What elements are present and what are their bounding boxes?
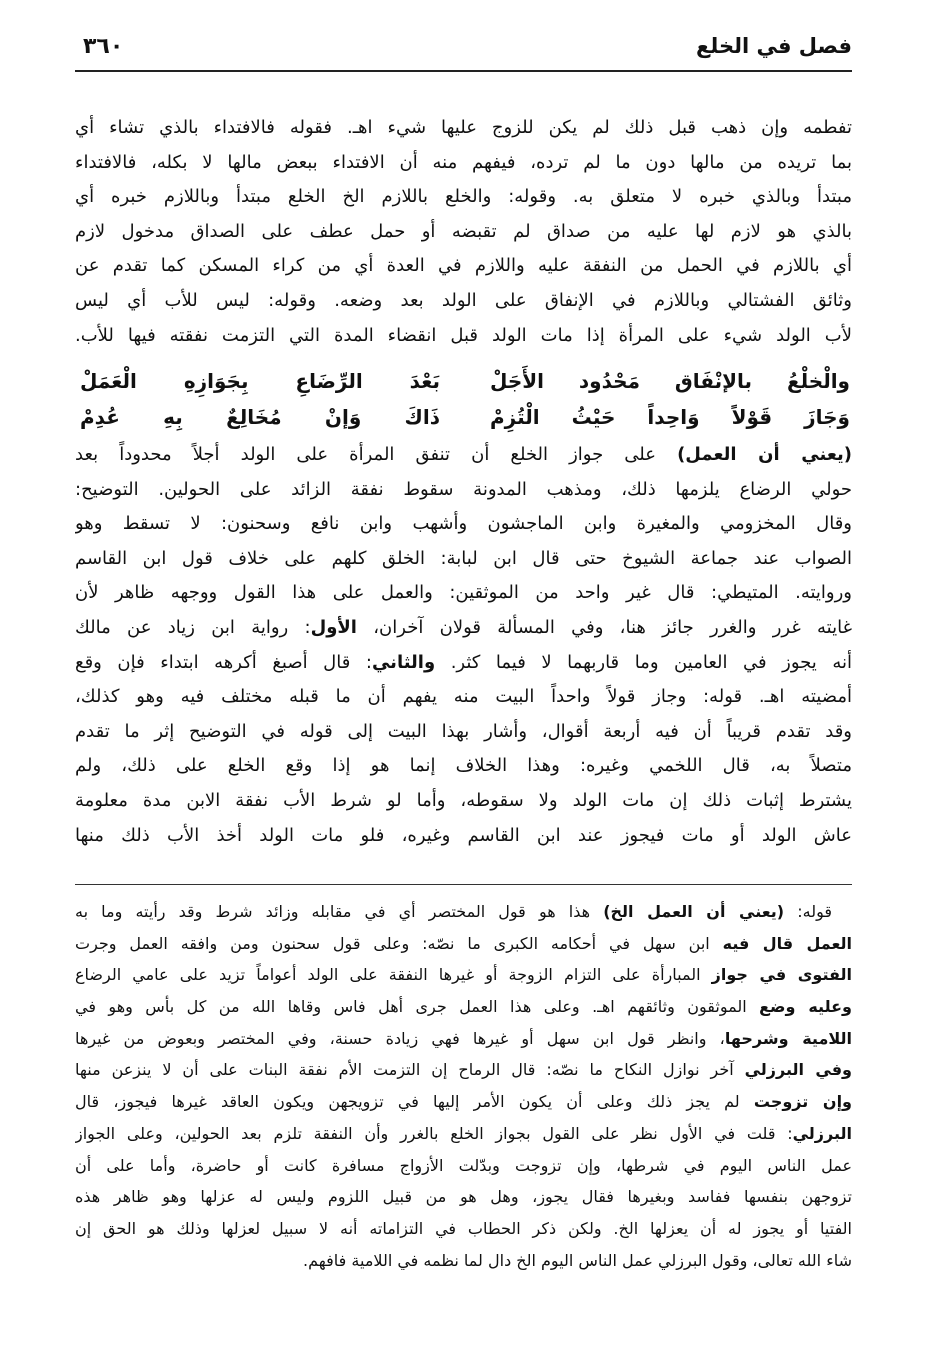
text-segment: هذا هو قول المختصر أي في مقابله وزائد شرط وقد رأيته وما به <box>75 902 604 921</box>
lemma: (يعني أن العمل) <box>677 444 852 465</box>
text-line <box>75 438 852 473</box>
verse-hemistich-first: والْخلْعُ بالإنْفَاق مَحْدُود الأَجَلْ <box>490 369 850 393</box>
text-line: حولي الرضاع يلزمها ذلك، ومذهب المدونة سقوط نفقة الزائد على الحولين. التوضيح: <box>75 478 852 500</box>
bold-term: الأول <box>310 616 357 638</box>
text-line: يشترط إثبات ذلك إن مات الولد ولا سقوطه، وأما لو شرط الأب نفقة الابن مدة معلومة <box>75 789 852 811</box>
text-segment: على جواز الخلع أن تنفق المرأة على الولد أجلاً محدوداً بعد <box>75 444 678 465</box>
text-segment: لم يجز ذلك وعلى أن يكون الأمر إليها في تزويجهن ويكون العاقد غيرها فيجوز، قال <box>75 1092 754 1112</box>
text-segment: قوله: <box>784 902 833 921</box>
verse-hemistich-second: ذَاكَ وَإنْ مُخَالِعٌ بِهِ عُدِمْ <box>80 405 440 429</box>
text-line: أي باللازم في الحمل من النفقة عليه واللازم في العدة أي من كراء المسكن كما تقدم عن <box>75 255 852 277</box>
text-segment: : قال أصبغ أكرهه ابتداء فإن وقع <box>75 651 372 673</box>
footnote-line <box>75 991 852 1023</box>
text-line: عاش الولد أو مات فيجوز عند ابن القاسم وغيره، فلو مات الولد أخذ الأب ذلك منها <box>75 824 852 846</box>
text-segment: المبارأة على التزام الزوجة أو غيرها النفقة على الولد أعواماً تزيد على عامي الرضاع <box>75 965 712 985</box>
commentary-text <box>75 438 852 853</box>
text-segment: أنه يجوز في العامين وما قاربهما لا فيما كثر. <box>435 651 852 673</box>
text-segment: : قلت في الأول نظر على القول بجواز الخلع بالغرر وأن النفقة تلزم بعد الحولين، وعلى الجواز <box>75 1123 793 1143</box>
footnote-line <box>75 1023 852 1055</box>
bold-term: والثاني <box>371 651 436 673</box>
text-line: وثائق الفشتالي وباللازم في الإنفاق على الولد بعد وضعه. وقوله: ليس للأب أي ليس <box>75 289 852 311</box>
bold-term: الفتوى في جواز <box>711 965 852 985</box>
text-segment: ، وانظر قول ابن سهل أو غيرها فهي زيادة حسنة، وفي المختصر وبعوض من غيرها <box>75 1028 725 1048</box>
footnote-line <box>75 959 852 991</box>
text-segment: ابن سهل في أحكامه الكبرى ما نصّه: وعلى قول سحنون ومن وافقه العمل وجرت <box>75 933 723 953</box>
verse-hemistich-second: بَعْدَ الرِّضَاعِ بِجَوَازِهِ الْعَمَلْ <box>80 369 440 393</box>
footnote-line: الفتيا أو يجوز له أن يعزلها الخ. ولكن ذكر الحطاب في التزاماته أنه لا سبيل لعزلها وذلك هو الحق إن <box>75 1218 852 1238</box>
text-line: لأب الولد شيء على المرأة إذا مات الولد قبل انقضاء المدة التي التزمت نفقته فيها للأب. <box>75 324 852 346</box>
verse-line <box>80 363 850 399</box>
text-line: وقال المخزومي والمغيرة وابن الماجشون وأشهب وابن نافع وسحنون: لا تسقط وهو <box>75 513 852 535</box>
bold-term: البرزلي <box>792 1123 852 1143</box>
bold-term: العمل قال فيه <box>722 933 852 953</box>
text-line <box>75 611 852 646</box>
bold-term: وإن تزوجت <box>753 1092 852 1112</box>
footnote-line: عمل الناس اليوم في شرطها، وإن تزوجت وبدّلت الأزواج مسافرة كانت أو حاضرة، وأما على أن <box>75 1155 852 1175</box>
text-line: وروايته. المتيطي: قال غير واحد من الموثقين: والعمل على هذا القول ووجهه ظاهر لأن <box>75 582 852 604</box>
page-number: ٣٦٠ <box>83 34 124 59</box>
text-line: تفطمه وإن ذهب قبل ذلك لم يكن للزوج عليها شيء اهـ. فقوله فالافتداء بالذي تشاء أي <box>75 117 852 138</box>
footnote-line <box>75 1054 852 1086</box>
text-line: وقد تقدم قريباً أن فيه أربعة أقوال، وأشار بهذا البيت إلى قوله في التوضيح إثر ما تقدم <box>75 720 852 742</box>
footnote-line <box>75 896 852 928</box>
text-segment: الموثقون وثائقهم اهـ. وعلى هذا العمل جرى أهل فاس وقاها الله من كل بأس وهو في <box>75 997 760 1017</box>
text-line <box>75 646 852 681</box>
verse-line <box>80 399 850 435</box>
bold-term: اللامية وشرحها <box>724 1028 852 1048</box>
bold-term: وعليه وضع <box>759 997 852 1017</box>
main-text-top <box>75 111 852 353</box>
footnote-line: شاء الله تعالى، وقول البرزلي عمل الناس اليوم الخ دال لما نظمه في اللامية فافهم. <box>303 1250 852 1270</box>
text-segment: آخر نوازل النكاح ما نصّه: قال الرماح إن التزمت الأم نفقة البنات على أن لا ينزعن منها <box>75 1060 745 1080</box>
footnote <box>75 896 852 1276</box>
lemma: (يعني أن العمل الخ) <box>603 902 785 921</box>
footnote-line <box>75 928 852 960</box>
footnote-line: تزوجهن بنفسها ففاسد وبغيرها فقال يجوز، وهل هو من قبيل اللزوم وليس له عزلها وهو ظاهر هذه <box>75 1187 852 1207</box>
chapter-title: فصل في الخلع <box>696 34 852 58</box>
text-segment: غايته غرر والغرر جائز هنا، وفي المسألة قولان آخران، <box>356 616 852 638</box>
text-line: بالذي هو لازم لها عليه من صداق لم تقبضه أو حمل عطف على الصداق مدخول لازم <box>75 220 852 242</box>
text-line: الصواب عند جماعة الشيوخ حتى قال ابن لبابة: الخلق كلهم على خلاف قول ابن القاسم <box>75 547 852 569</box>
text-segment: : رواية ابن زياد عن مالك <box>75 616 311 638</box>
running-header <box>75 30 852 72</box>
footnote-line <box>75 1118 852 1150</box>
footnote-separator <box>75 884 852 885</box>
text-line: أمضيته اهـ. قوله: وجاز قولاً واحداً البيت منه يفهم أن ما قبله مختلف فيه وهو كذلك، <box>75 686 852 708</box>
text-line: مبتدأ وبالذي خبره لا متعلق به. وقوله: والخلع باللازم الخ الخلع مبتدأ وباللازم خبره أي <box>75 186 852 208</box>
verse-block <box>80 363 850 435</box>
footnote-line <box>75 1086 852 1118</box>
text-line: متصلاً به، قال اللخمي وغيره: وهذا الخلاف إنما هو إذا وقع الخلع على ذلك، ولم <box>75 755 852 777</box>
verse-hemistich-first: وَجَازَ قَوْلاً وَاحِداً حَيْثُ الْتُزِمْ <box>490 405 850 429</box>
text-line: بما تريده من مالها دون ما لم ترده، فيفهم منه أن الافتداء ببعض مالها لا بكله، فالافتداء <box>75 151 852 173</box>
bold-term: وفي البرزلي <box>744 1060 852 1080</box>
